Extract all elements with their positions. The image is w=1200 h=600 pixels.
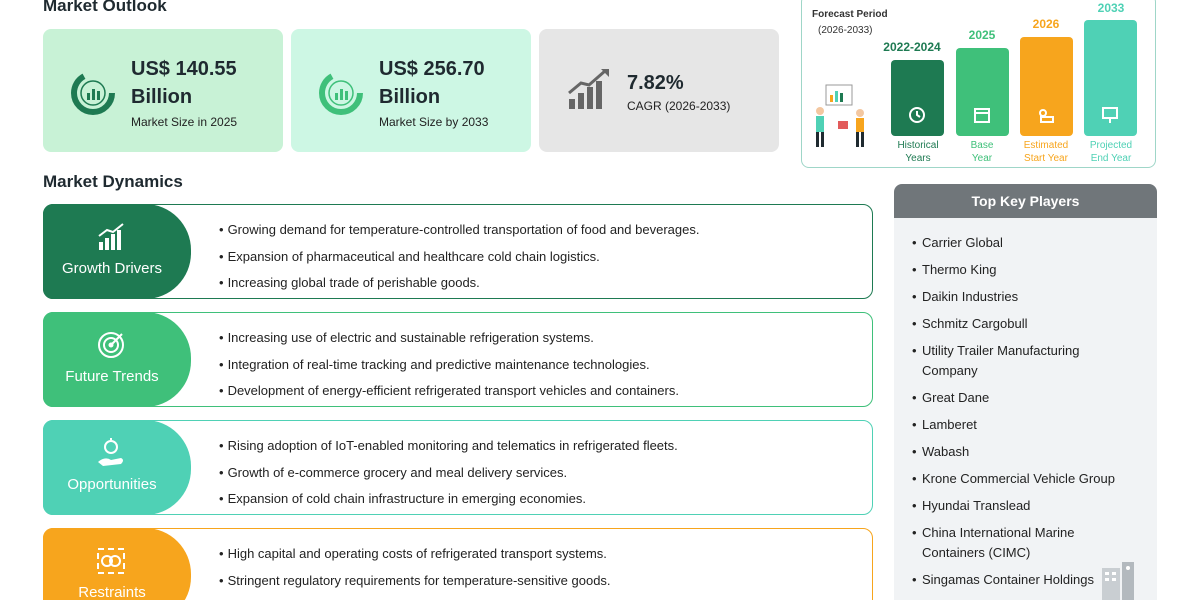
list-item: • Wabash (912, 442, 1132, 462)
restraints-list (219, 546, 611, 599)
list-item: • Lamberet (912, 415, 1132, 435)
forecast-bar-caption: Base Year (970, 140, 994, 164)
list-item: • Hyundai Translead (912, 496, 1132, 516)
forecast-panel (801, 0, 1156, 168)
market-size-2025-value: US$ 140.55 Billion (131, 58, 237, 108)
growth-drivers-list (219, 222, 699, 302)
forecast-bar-historical (891, 60, 944, 136)
forecast-bar-year: 2033 (1097, 1, 1125, 15)
future-trends-tag (43, 312, 191, 407)
forecast-period-range: (2026-2033) (818, 25, 873, 36)
future-trends-list (219, 330, 679, 410)
market-size-2033-caption: Market Size by 2033 (379, 115, 489, 129)
list-item: • China International Marine Containers (CIMC) (912, 523, 1132, 563)
forecast-bar-year: 2025 (968, 28, 996, 42)
forecast-bar-estimated (1020, 37, 1073, 136)
restraints-tag (43, 528, 191, 600)
key-players-title: Top Key Players (894, 184, 1157, 218)
list-item: • Expansion of cold chain infrastructure in emerging economies. (219, 491, 678, 518)
target-icon (95, 330, 127, 360)
forecast-bar-caption: Historical Years (897, 140, 939, 164)
forecast-period-label: Forecast Period (812, 9, 888, 20)
opportunities-row (43, 420, 873, 515)
list-item: • Thermo King (912, 260, 1132, 280)
forecast-bar-caption: Estimated Start Year (1023, 140, 1069, 164)
restraints-row (43, 528, 873, 600)
calendar-icon (973, 106, 991, 124)
opportunities-list (219, 438, 678, 518)
growth-drivers-tag (43, 204, 191, 299)
list-item: • Integration of real-time tracking and predictive maintenance technologies. (219, 357, 679, 384)
list-item: • Carrier Global (912, 233, 1132, 253)
growth-drivers-label: Growth Drivers (61, 260, 162, 277)
future-trends-label: Future Trends (65, 368, 159, 385)
list-item: • Increasing use of electric and sustainable refrigeration systems. (219, 330, 679, 357)
list-item: • Increasing global trade of perishable goods. (219, 275, 699, 302)
market-size-2025-card (43, 29, 283, 152)
forecast-bar-year: 2026 (1032, 17, 1060, 31)
list-item: • Stringent regulatory requirements for temperature-sensitive goods. (219, 573, 611, 600)
idea-hand-icon (95, 438, 127, 468)
restraints-label: Restraints (78, 584, 146, 600)
list-item: • Singamas Container Holdings (912, 570, 1132, 590)
opportunities-label: Opportunities (67, 476, 157, 493)
market-dynamics-title: Market Dynamics (43, 172, 183, 191)
cagr-value: 7.82% (627, 72, 684, 94)
list-item: • Daikin Industries (912, 287, 1132, 307)
list-item: • High capital and operating costs of refrigerated transport systems. (219, 546, 611, 573)
estimate-icon (1037, 106, 1055, 124)
list-item: • Rising adoption of IoT-enabled monitoring and telematics in refrigerated fleets. (219, 438, 678, 465)
list-item: • Development of energy-efficient refrigerated transport vehicles and containers. (219, 383, 679, 410)
market-outlook-title: Market Outlook (43, 0, 167, 15)
restraint-icon (95, 546, 127, 576)
presentation-icon (1101, 106, 1119, 124)
forecast-bar-caption: Projected End Year (1089, 140, 1133, 164)
list-item: • Utility Trailer Manufacturing Company (912, 341, 1132, 381)
future-trends-row (43, 312, 873, 407)
market-size-2033-value: US$ 256.70 Billion (379, 58, 485, 108)
analysts-illustration (808, 81, 874, 153)
growth-chart-icon (565, 65, 613, 113)
history-icon (908, 106, 926, 124)
list-item: • Great Dane (912, 388, 1132, 408)
list-item: • Krone Commercial Vehicle Group (912, 469, 1132, 489)
market-size-2033-card (291, 29, 531, 152)
list-item: • Expansion of pharmaceutical and healthcare cold chain logistics. (219, 249, 699, 276)
forecast-bar-base (956, 48, 1009, 136)
key-players-list (912, 233, 1132, 597)
buildings-icon (1098, 560, 1138, 600)
forecast-bar-year: 2022-2024 (883, 40, 941, 54)
opportunities-tag (43, 420, 191, 515)
list-item: • Schmitz Cargobull (912, 314, 1132, 334)
list-item: • Growing demand for temperature-controlled transportation of food and beverages. (219, 222, 699, 249)
forecast-bar-projected (1084, 20, 1137, 136)
donut-chart-icon (69, 69, 117, 117)
bar-growth-icon (95, 222, 127, 252)
growth-drivers-row (43, 204, 873, 299)
cagr-card (539, 29, 779, 152)
list-item: • Growth of e-commerce grocery and meal delivery services. (219, 465, 678, 492)
cagr-caption: CAGR (2026-2033) (627, 99, 731, 113)
donut-chart-icon (317, 69, 365, 117)
market-size-2025-caption: Market Size in 2025 (131, 115, 238, 129)
